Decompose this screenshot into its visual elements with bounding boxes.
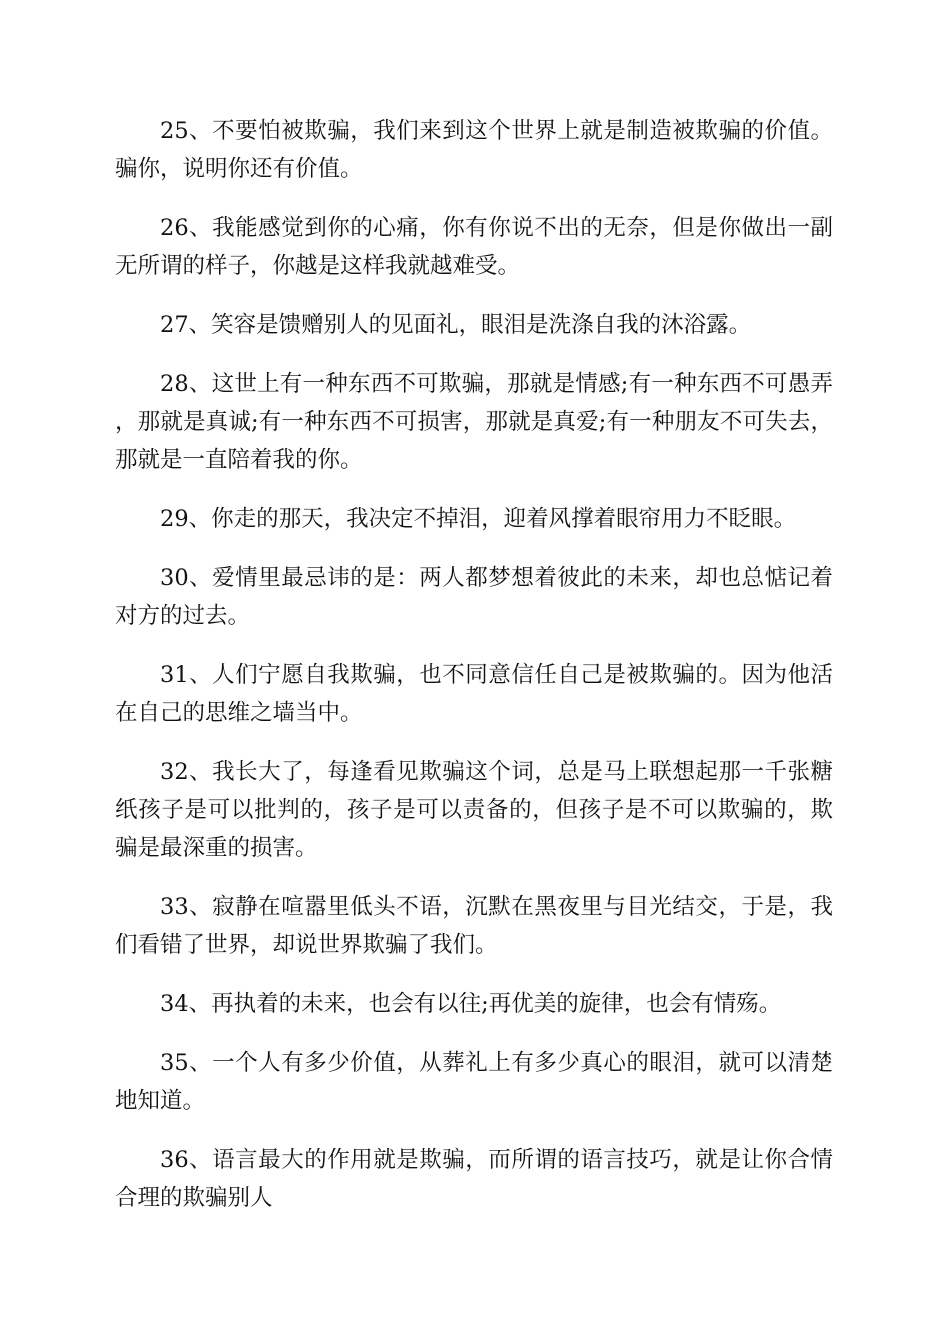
paragraph-29: 29、你走的那天，我决定不掉泪，迎着风撑着眼帘用力不眨眼。 [160, 506, 797, 532]
paragraph-32: 32、我长大了，每逢看见欺骗这个词，总是马上联想起那一千张糖纸孩子是可以批判的，孩子是可以责备的，但孩子是不可以欺骗的，欺骗是最深重的损害。 [115, 759, 833, 861]
paragraph-28: 28、这世上有一种东西不可欺骗，那就是情感;有一种东西不可愚弄，那就是真诚;有一种东西不可损害，那就是真爱;有一种朋友不可失去，那就是一直陪着我的你。 [115, 371, 833, 473]
paragraph-31: 31、人们宁愿自我欺骗，也不同意信任自己是被欺骗的。因为他活在自己的思维之墙当中。 [115, 662, 833, 726]
paragraph-26: 26、我能感觉到你的心痛，你有你说不出的无奈，但是你做出一副无所谓的样子，你越是这样我就越难受。 [115, 215, 833, 279]
paragraph-35: 35、一个人有多少价值，从葬礼上有多少真心的眼泪，就可以清楚地知道。 [115, 1050, 833, 1114]
paragraph-33: 33、寂静在喧嚣里低头不语，沉默在黑夜里与目光结交，于是，我们看错了世界，却说世界欺骗了我们。 [115, 894, 833, 958]
paragraph-25: 25、不要怕被欺骗，我们来到这个世界上就是制造被欺骗的价值。骗你，说明你还有价值。 [115, 118, 833, 182]
paragraph-30: 30、爱情里最忌讳的是：两人都梦想着彼此的未来，却也总惦记着对方的过去。 [115, 565, 833, 629]
paragraph-36: 36、语言最大的作用就是欺骗，而所谓的语言技巧，就是让你合情合理的欺骗别人 [115, 1147, 833, 1211]
document-page [115, 112, 833, 1238]
paragraph-34: 34、再执着的未来，也会有以往;再优美的旋律，也会有情殇。 [160, 991, 782, 1017]
paragraph-27: 27、笑容是馈赠别人的见面礼，眼泪是洗涤自我的沐浴露。 [160, 312, 752, 338]
